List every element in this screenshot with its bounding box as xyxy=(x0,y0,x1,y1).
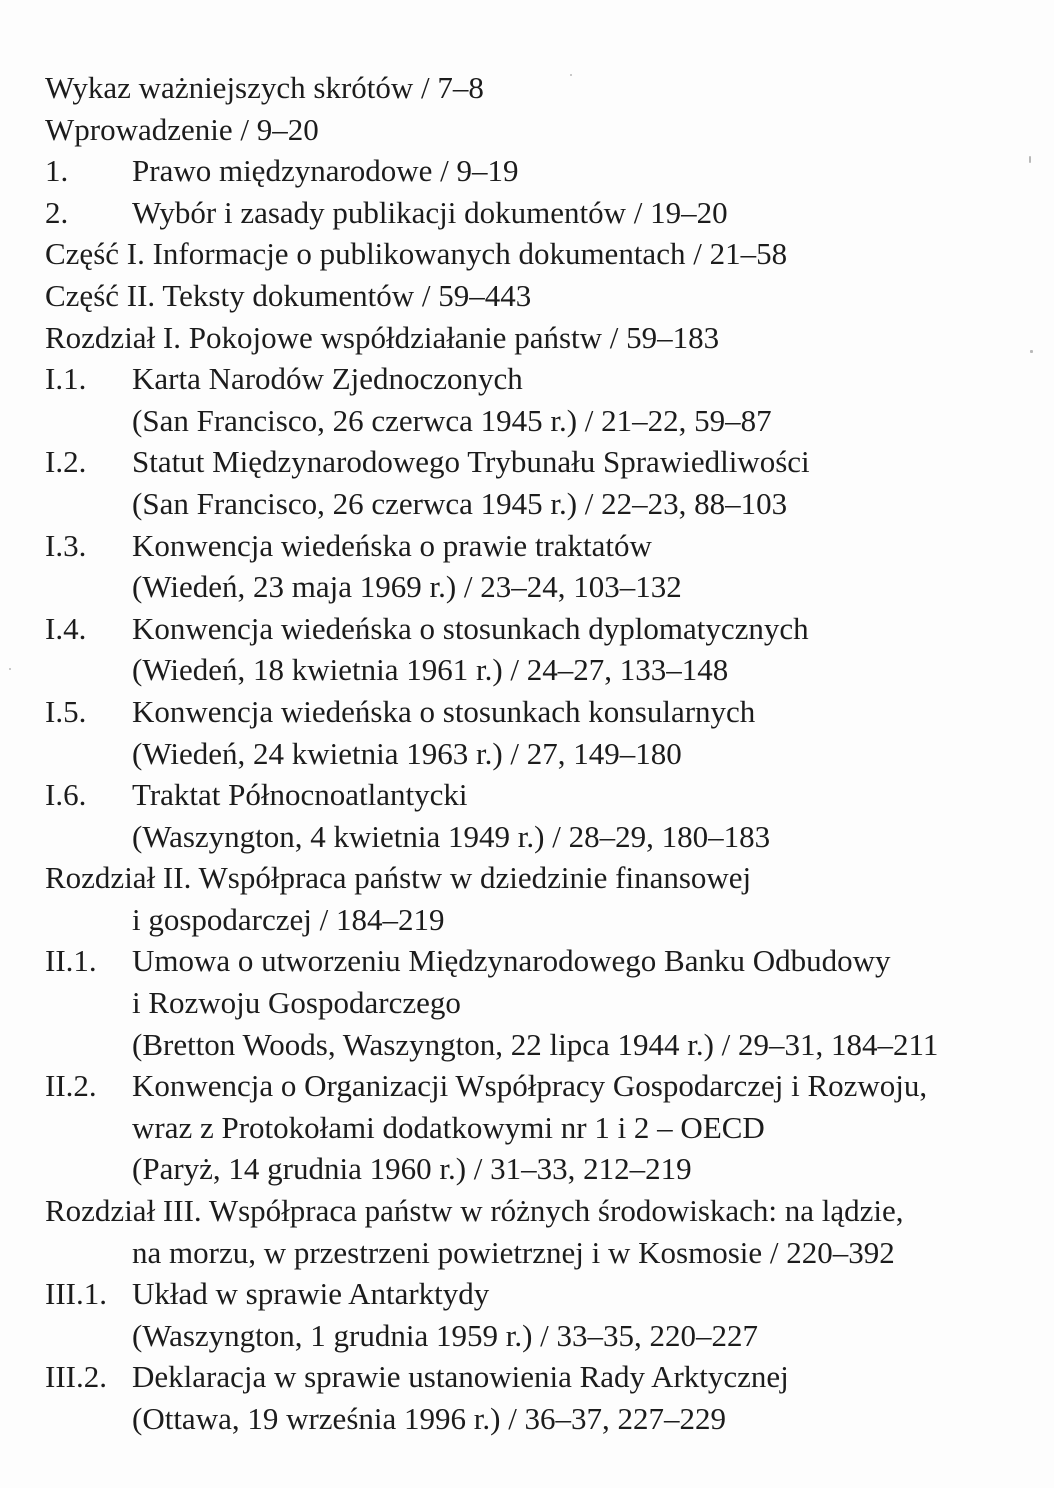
toc-entry xyxy=(45,691,1045,774)
toc-entry-continuation: (Paryż, 14 grudnia 1960 r.) / 31–33, 212–219 xyxy=(132,1151,692,1187)
toc-entry-title: Konwencja wiedeńska o prawie traktatów xyxy=(132,527,652,563)
toc-entry-number: I.2. xyxy=(45,444,87,480)
toc-entry-number: II.1. xyxy=(45,943,97,979)
toc-entry-title: Wprowadzenie / 9–20 xyxy=(45,111,319,147)
toc-entry xyxy=(45,67,1045,109)
toc-entry-number: III.1. xyxy=(45,1276,107,1312)
toc-entry xyxy=(45,275,1045,317)
toc-entry-row xyxy=(45,1356,1045,1398)
toc-entry-number: I.5. xyxy=(45,693,87,729)
toc-entry xyxy=(45,192,1045,234)
toc-entry-title: Rozdział III. Współpraca państw w różnych środowiskach: na lądzie, xyxy=(45,1193,904,1229)
toc-entry-title: Część II. Teksty dokumentów / 59–443 xyxy=(45,277,532,313)
toc-entry xyxy=(45,940,1045,1065)
toc-entry xyxy=(45,109,1045,151)
toc-entry-row xyxy=(45,940,1045,982)
toc-entry-continuation: wraz z Protokołami dodatkowymi nr 1 i 2 – OECD xyxy=(132,1109,765,1145)
toc-entry-number: 2. xyxy=(45,194,69,230)
speck xyxy=(1030,350,1033,353)
toc-entry-title: Prawo międzynarodowe / 9–19 xyxy=(132,153,519,189)
toc-entry xyxy=(45,358,1045,441)
toc-entry xyxy=(45,1273,1045,1356)
toc-entry-title: Układ w sprawie Antarktydy xyxy=(132,1276,490,1312)
toc-entry-row xyxy=(45,1190,1045,1232)
toc-entry-row xyxy=(45,441,1045,483)
toc-entry-continuation: (Wiedeń, 24 kwietnia 1963 r.) / 27, 149–180 xyxy=(132,735,682,771)
toc-entry-number: I.4. xyxy=(45,610,87,646)
toc-entry xyxy=(45,774,1045,857)
toc-entry-continuation: (Bretton Woods, Waszyngton, 22 lipca 1944 r.) / 29–31, 184–211 xyxy=(132,1026,939,1062)
toc-entry xyxy=(45,317,1045,359)
toc-entry-row xyxy=(45,1273,1045,1315)
toc-entry-number: I.6. xyxy=(45,777,87,813)
toc-entry-title: Konwencja o Organizacji Współpracy Gospodarczej i Rozwoju, xyxy=(132,1068,928,1104)
toc-entry-continuation: (Wiedeń, 23 maja 1969 r.) / 23–24, 103–132 xyxy=(132,569,682,605)
speck xyxy=(1029,156,1031,163)
toc-entry-row xyxy=(45,1065,1045,1107)
toc-entry-title: Rozdział I. Pokojowe współdziałanie państw / 59–183 xyxy=(45,319,720,355)
toc-entry-row xyxy=(45,67,1045,109)
toc-entry-row xyxy=(45,774,1045,816)
toc-entry-title: Konwencja wiedeńska o stosunkach dyplomatycznych xyxy=(132,610,809,646)
toc-entry-title: Statut Międzynarodowego Trybunału Sprawiedliwości xyxy=(132,444,810,480)
toc-entry-row xyxy=(45,857,1045,899)
toc-entry-continuation: (Wiedeń, 18 kwietnia 1961 r.) / 24–27, 133–148 xyxy=(132,652,729,688)
toc-entry-title: Rozdział II. Współpraca państw w dziedzinie finansowej xyxy=(45,860,752,896)
toc-entry-row xyxy=(45,608,1045,650)
toc-entry-title: Część I. Informacje o publikowanych dokumentach / 21–58 xyxy=(45,236,788,272)
toc-entry-title: Umowa o utworzeniu Międzynarodowego Banku Odbudowy xyxy=(132,943,891,979)
toc-entry-row xyxy=(45,691,1045,733)
toc-entry-title: Traktat Północnoatlantycki xyxy=(132,777,468,813)
toc-entry-continuation: (Waszyngton, 4 kwietnia 1949 r.) / 28–29, 180–183 xyxy=(132,818,771,854)
toc-entry-number: 1. xyxy=(45,153,69,189)
toc-entry-continuation: i gospodarczej / 184–219 xyxy=(132,901,445,937)
toc-entry-row xyxy=(45,525,1045,567)
toc-entry-title: Konwencja wiedeńska o stosunkach konsularnych xyxy=(132,693,756,729)
toc-entry xyxy=(45,1356,1045,1439)
toc-entry-continuation: (San Francisco, 26 czerwca 1945 r.) / 22–23, 88–103 xyxy=(132,485,788,521)
toc-entry-row xyxy=(45,150,1045,192)
toc-entry-continuation: na morzu, w przestrzeni powietrznej i w Kosmosie / 220–392 xyxy=(132,1234,895,1270)
toc-entry-row xyxy=(45,109,1045,151)
speck xyxy=(9,668,11,670)
toc-entry xyxy=(45,857,1045,940)
toc-entry-title: Karta Narodów Zjednoczonych xyxy=(132,361,523,397)
toc-entry xyxy=(45,1065,1045,1190)
toc-entry-continuation: (Waszyngton, 1 grudnia 1959 r.) / 33–35, 220–227 xyxy=(132,1317,759,1353)
toc-entry-continuation: (San Francisco, 26 czerwca 1945 r.) / 21–22, 59–87 xyxy=(132,402,772,438)
toc-entry xyxy=(45,150,1045,192)
toc-entry-number: I.3. xyxy=(45,527,87,563)
toc-entry xyxy=(45,441,1045,524)
toc-entry-row xyxy=(45,358,1045,400)
toc-entry-row xyxy=(45,317,1045,359)
table-of-contents xyxy=(45,67,1045,1440)
toc-entry-number: III.2. xyxy=(45,1359,107,1395)
toc-entry xyxy=(45,525,1045,608)
toc-entry-row xyxy=(45,275,1045,317)
toc-entry-row xyxy=(45,192,1045,234)
toc-entry-title: Wykaz ważniejszych skrótów / 7–8 xyxy=(45,70,484,105)
toc-entry xyxy=(45,233,1045,275)
toc-entry-number: II.2. xyxy=(45,1068,97,1104)
toc-entry-continuation: (Ottawa, 19 września 1996 r.) / 36–37, 227–229 xyxy=(132,1401,727,1436)
speck xyxy=(570,74,572,76)
toc-entry-title: Wybór i zasady publikacji dokumentów / 19–20 xyxy=(132,194,728,230)
toc-entry-number: I.1. xyxy=(45,361,87,397)
toc-entry xyxy=(45,1190,1045,1273)
toc-entry-row xyxy=(45,233,1045,275)
toc-entry-title: Deklaracja w sprawie ustanowienia Rady Arktycznej xyxy=(132,1359,789,1395)
toc-entry xyxy=(45,608,1045,691)
toc-entry-continuation: i Rozwoju Gospodarczego xyxy=(132,985,461,1021)
